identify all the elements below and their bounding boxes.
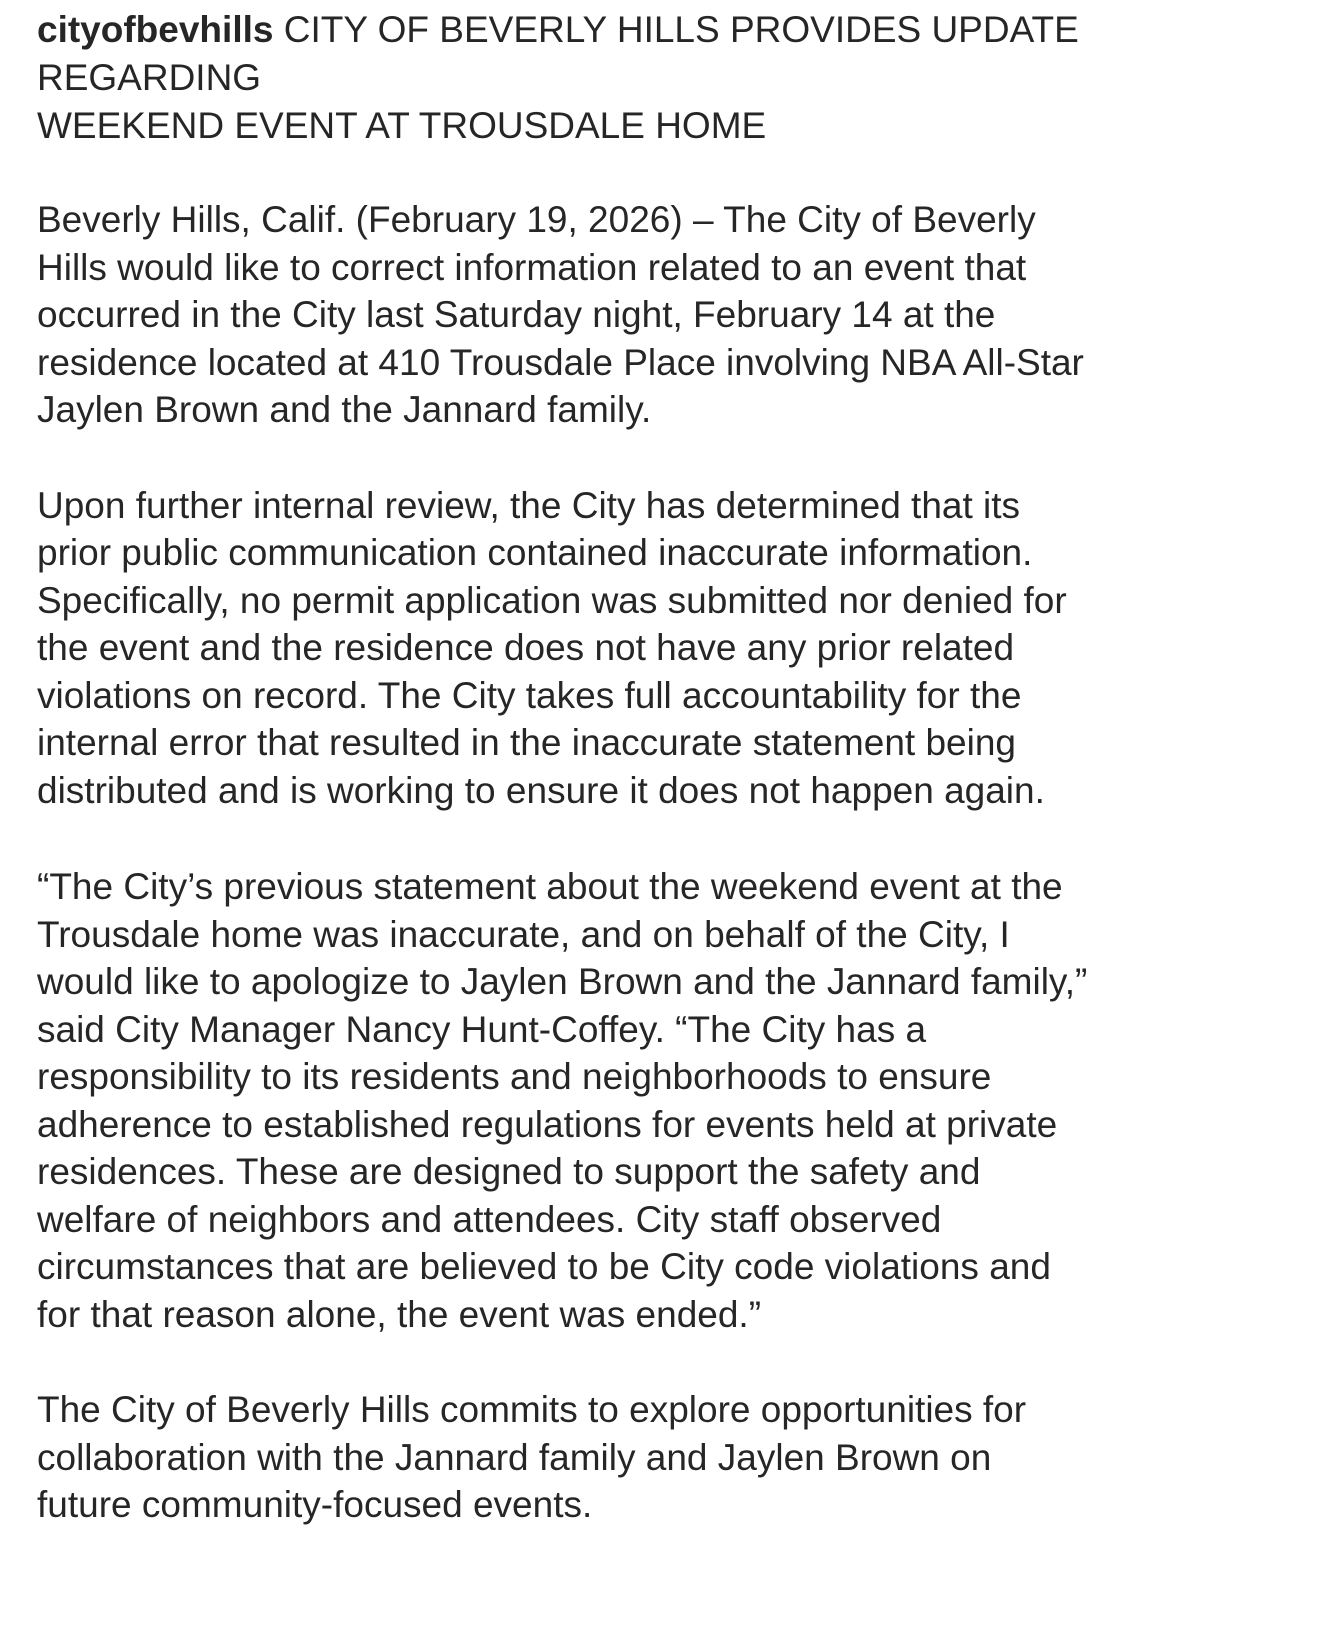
caption-paragraph-intro: Beverly Hills, Calif. (February 19, 2026) – The City of Beverly Hills would like to correct information related to an event that occurred in the City last Saturday night, February 14 at the residence located at 410 Trousdale Place involving NBA All-Star Jaylen Brown and the Jannard family. (37, 199, 1084, 430)
caption-header (37, 6, 1280, 150)
caption-paragraph-review: Upon further internal review, the City has determined that its prior public communication contained inaccurate information. Specifically, no permit application was submitted nor denied for the event and the residence does not have any prior related violations on record. The City takes full accountability for the internal error that resulted in the inaccurate statement being distributed and is working to ensure it does not happen again. (37, 484, 1067, 811)
caption-paragraph-quote: “The City’s previous statement about the weekend event at the Trousdale home was inaccurate, and on behalf of the City, I would like to apologize to Jaylen Brown and the Jannard family,” said City Manager Nancy Hunt-Coffey. “The City has a responsibility to its residents and neighborhoods to ensure adherence to established regulations for events held at private residences. These are designed to support the safety and welfare of neighbors and attendees. City staff observed circumstances that are believed to be City code violations and for that reason alone, the event was ended.” (37, 866, 1088, 1335)
caption-headline: CITY OF BEVERLY HILLS PROVIDES UPDATE REGARDING WEEKEND EVENT AT TROUSDALE HOME (37, 9, 1079, 146)
username-link[interactable]: cityofbevhills (37, 9, 274, 50)
caption-paragraph-commitment: The City of Beverly Hills commits to explore opportunities for collaboration with the Jannard family and Jaylen Brown on future community-focused events. (37, 1389, 1027, 1525)
